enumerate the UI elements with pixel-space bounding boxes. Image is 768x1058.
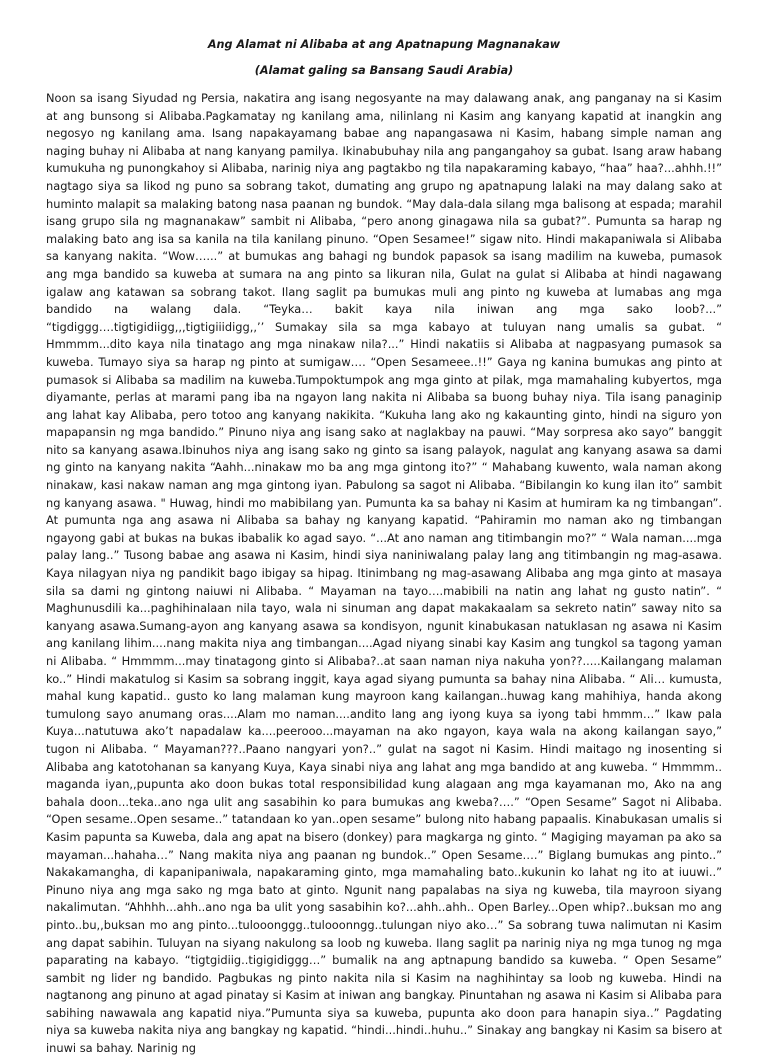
story-body-paragraph: Noon sa isang Siyudad ng Persia, nakatira ang isang negosyante na may dalawang anak, ang panganay na si Kasim at ang bunsong si Alibaba.Pagkamatay ng kanilang ama, nilinlang ni Kasim ang kanyang kapatid at inangkin ang negosyo ng kanilang ama. Isang napakayamang babae ang napangasawa ni Kasim, habang simple naman ang naging buhay ni Alibaba at nang kanyang pamilya. Ikinabubuhay nila ang pangangahoy sa gubat. Isang araw habang kumukuha ng punongkahoy si Alibaba, narinig niya ang pagtakbo ng tila napakaraming kabayo, “haa” haa?...ahhh.!!” nagtago siya sa likod ng puno sa sobrang takot, dumating ang grupo ng apatnapung lalaki na may dalang sako at huminto malapit sa malaking batong nasa paanan ng bundok. “May dala-dala silang mga balisong at espada; marahil isang grupo sila ng magnanakaw” sambit ni Alibaba, “pero anong ginagawa nila sa gubat?”. Pumunta sa harap ng malaking bato ang isa sa kanila na tila kanilang pinuno. “Open Sesamee!” sigaw nito. Hindi makapaniwala si Alibaba sa kanyang nakita. “Wow…...” at bumukas ang bahagi ng bundok papasok sa isang madilim na kuweba, pumasok ang mga bandido sa kuweba at sumara na ang pinto sa likuran nila, Gulat na gulat si Alibaba at hindi nagawang igalaw ang katawan sa sobrang takot. Ilang saglit pa bumukas muli ang pinto ng kuweba at lumabas ang mga bandido na walang dala. “Teyka… bakit kaya nila iniwan ang mga sako loob?...” “tigdiggg….tigtigidiigg,,,tigtigiiidigg,,’’ Sumakay sila sa mga kabayo at tuluyan nang umalis sa gubat. “ Hmmmm...dito kaya nila tinatago ang mga ninakaw nila?...” Hindi nakatiis si Alibaba at nagpasyang pumasok sa kuweba. Tumayo siya sa harap ng pinto at sumigaw…. “Open Sesameee..!!” Gaya ng kanina bumukas ang pinto at pumasok si Alibaba sa madilim na kuweba.Tumpoktumpok ang mga ginto at pilak, mga mamahaling kubyertos, mga diyamante, perlas at marami pang iba na ngayon lang nakita ni Alibaba sa buong buhay niya. Tila isang panaginip ang lahat kay Alibaba, pero totoo ang kanyang nakikita. “Kukuha lang ako ng kakaunting ginto, hindi na siguro yon mapapansin ng mga bandido.” Pinuno niya ang isang sako at naglakbay na pauwi. “May sorpresa ako sayo” banggit nito sa kanyang asawa.Ibinuhos niya ang isang sako ng ginto sa isang palayok, nagulat ang kanyang asawa sa dami ng ginto na kanyang nakita “Aahh...ninakaw mo ba ang mga gintong ito?” “ Mahabang kuwento, wala naman akong ninakaw, kasi nakaw naman ang mga gintong iyan. Pabulong sa sagot ni Alibaba. “Bibilangin ko kung ilan ito” sambit ng kanyang asawa. " Huwag, hindi mo mabibilang yan. Pumunta ka sa bahay ni Kasim at humiram ka ng timbangan”. At pumunta nga ang asawa ni Alibaba sa bahay ng kanyang kapatid. “Pahiramin mo naman ako ng timbangan ngayong gabi at bukas na bukas ibabalik ko agad sayo. “...At ano naman ang titimbangin mo?” “ Wala naman....mga palay lang..” Tusong babae ang asawa ni Kasim, hindi siya naniniwalang palay lang ang titimbangin ng mag-asawa. Kaya nilagyan niya ng pandikit bago ibigay sa hipag. Itinimbang ng mag-asawang Alibaba ang mga ginto at masaya sila sa dami ng gintong naiuwi ni Alibaba. “ Mayaman na tayo….mabibili na natin ang lahat ng gusto natin”. “ Maghunusdili ka...paghihinalaan nila tayo, wala ni sinuman ang dapat makakaalam sa sekreto natin” saway nito sa kanyang asawa.Sumang-ayon ang kanyang asawa sa kondisyon, ngunit kinabukasan natuklasan ng asawa ni Kasim ang kanilang lihim....nang makita niya ang timbangan....Agad niyang sinabi kay Kasim ang tungkol sa tagong yaman ni Alibaba. “ Hmmmm...may tinatagong ginto si Alibaba?..at saan naman niya nakuha yon??.....Kailangang malaman ko..” Hindi makatulog si Kasim sa sobrang inggit, kaya agad siyang pumunta sa bahay nina Alibaba. “ Ali… kumusta, mahal kung kapatid.. gusto ko lang malaman kung mayroon kang kailangan..huwag kang mahihiya, handa akong tumulong sayo anumang oras....Alam mo naman....andito lang ang iyong kuya sa iyong tabi hmmm…” Ikaw pala Kuya...natutuwa ako’t napadalaw ka....peerooo...mayaman na ako ngayon, kaya wala na akong kailangan sayo,” tugon ni Alibaba. “ Mayaman???..Paano nangyari yon?..” gulat na sagot ni Kasim. Hindi maitago ng inosenting si Alibaba ang katotohanan sa kanyang Kuya, Kaya sinabi niya ang lahat ang mga bandido at ang kuweba. “ Hmmmm.. maganda iyan,,pupunta ako doon bukas total responsibilidad kung alagaan ang mga kayamanan mo, Ako na ang bahala doon...teka..ano nga ulit ang sasabihin ko para bumukas ang kweba?….” “Open Sesame” Sagot ni Alibaba. “Open sesame..Open sesame..” tatandaan ko yan..open sesame” bulong nito habang papaalis. Kinabukasan umalis si Kasim papunta sa Kuweba, dala ang apat na bisero (donkey) para magkarga ng ginto. “ Magiging mayaman pa ako sa mayaman...hahaha…” Nang makita niya ang paanan ng bundok..” Open Sesame….” Biglang bumukas ang pinto..” Nakakamangha, di kapanipaniwala, napakaraming ginto, mga mamahaling bato..kukunin ko lahat ng ito at iuuwi..” Pinuno niya ang mga sako ng mga bato at ginto. Ngunit nang papalabas na siya ng kuweba, tila mayroon siyang nakalimutan. “Ahhhh...ahh..ano nga ba ulit yong sasabihin ko?...ahh..ahh.. Open Barley...Open whip?..buksan mo ang pinto..bu,,buksan mo ang pinto...tulooonggg..tulooonngg..tulungan niyo ako…” Sa sobrang tuwa nalimutan ni Kasim ang dapat sabihin. Tuluyan na siyang nakulong sa loob ng kuweba. Ilang saglit pa narinig niya ng mga tunog ng mga paparating na kabayo. “tigtgidiig..tigigidiggg…” bumalik na ang aptnapung bandido sa kuweba. “ Open Sesame” sambit ng lider ng bandido. Pagbukas ng pinto nakita nila si Kasim na naghihintay sa loob ng kuweba. Hindi na nagtanong ang pinuno at agad pinatay si Kasim at iniwan ang bangkay. Pinuntahan ng asawa ni Kasim si Alibaba para sabihing nawawala ang kapatid niya.”Pumunta siya sa kuweba, pupunta ako doon para hanapin siya..” Pagdating niya sa kuweba nakita niya ang bangkay ng kapatid. “hindi...hindi..huhu..” Sinakay ang bangkay ni Kasim sa bisero at inuwi sa bahay. Narinig ng	[46, 91, 722, 1056]
document-subtitle: (Alamat galing sa Bansang Saudi Arabia)	[254, 64, 514, 77]
document-title: Ang Alamat ni Alibaba at ang Apatnapung Magnanakaw	[207, 38, 561, 51]
